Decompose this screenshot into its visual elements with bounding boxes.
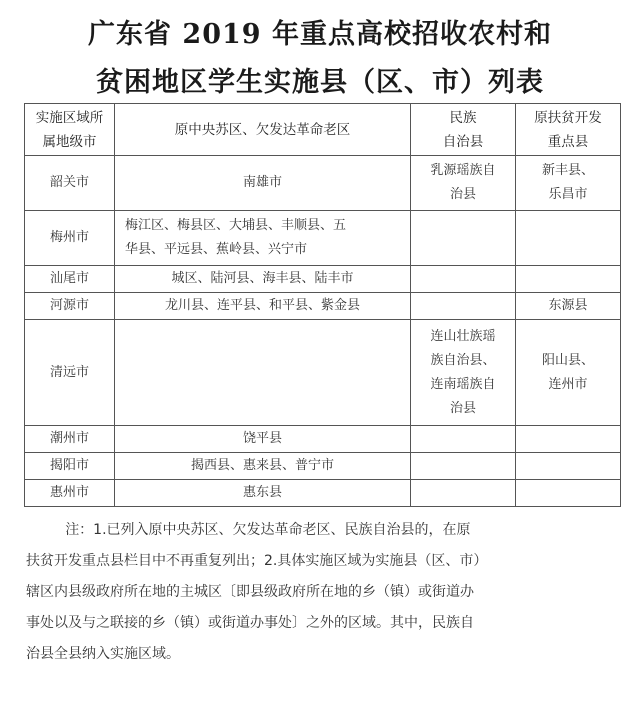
poverty-line: 连州市 <box>548 376 588 392</box>
footnote-line-5: 治县全县纳入实施区域。 <box>26 646 180 662</box>
ethnic-cell <box>411 293 516 320</box>
soviet-cell <box>115 266 411 293</box>
soviet-cell <box>115 156 411 211</box>
soviet-line: 华县、平远县、蕉岭县、兴宁市 <box>125 242 308 257</box>
poverty-cell <box>516 156 621 211</box>
poverty-cell <box>516 293 621 320</box>
header-poverty-line-1: 原扶贫开发 <box>534 109 602 126</box>
poverty-line: 东源县 <box>548 298 588 313</box>
table-row <box>25 426 621 453</box>
city-cell: 惠州市 <box>25 480 115 507</box>
soviet-line: 梅江区、梅县区、大埔县、丰顺县、五 <box>125 218 347 233</box>
soviet-cell <box>115 480 411 507</box>
header-poverty-county <box>516 104 621 156</box>
table-row <box>25 453 621 480</box>
soviet-line: 龙川县、连平县、和平县、紫金县 <box>164 298 360 313</box>
ethnic-line: 治县 <box>449 400 476 416</box>
city-cell: 河源市 <box>25 293 115 320</box>
ethnic-line: 连南瑶族自 <box>430 376 496 392</box>
ethnic-cell <box>411 156 516 211</box>
ethnic-cell <box>411 211 516 266</box>
poverty-cell <box>516 426 621 453</box>
city-cell: 潮州市 <box>25 426 115 453</box>
header-ethnic-county <box>411 104 516 156</box>
header-soviet-region: 原中央苏区、欠发达革命老区 <box>115 104 411 156</box>
table-row <box>25 156 621 211</box>
table-row <box>25 211 621 266</box>
table-footnote <box>26 515 618 670</box>
page-title-line-2: 贫困地区学生实施县（区、市）列表 <box>96 67 544 98</box>
soviet-line: 揭西县、惠来县、普宁市 <box>190 458 334 473</box>
soviet-line: 南雄市 <box>242 175 282 190</box>
ethnic-cell <box>411 453 516 480</box>
table-row <box>25 293 621 320</box>
soviet-cell <box>115 426 411 453</box>
poverty-line: 乐昌市 <box>548 187 588 202</box>
poverty-line: 阳山县、 <box>541 352 594 368</box>
soviet-line: 城区、陆河县、海丰县、陆丰市 <box>171 271 354 286</box>
header-city-line-2: 属地级市 <box>42 133 97 150</box>
table-row <box>25 320 621 426</box>
soviet-cell <box>115 453 411 480</box>
ethnic-cell <box>411 426 516 453</box>
header-ethnic-line-2: 自治县 <box>442 133 484 150</box>
poverty-cell <box>516 480 621 507</box>
header-ethnic-line-1: 民族 <box>449 109 477 126</box>
ethnic-line: 族自治县、 <box>430 352 496 368</box>
header-city <box>25 104 115 156</box>
footnote-line-3: 辖区内县级政府所在地的主城区〔即县级政府所在地的乡（镇）或街道办 <box>26 584 474 600</box>
implementation-county-table <box>24 103 621 507</box>
footnote-line-2: 扶贫开发重点县栏目中不再重复列出；2.具体实施区域为实施县（区、市） <box>26 553 488 569</box>
ethnic-line: 连山壮族瑶 <box>430 328 496 344</box>
soviet-cell <box>115 293 411 320</box>
poverty-line: 新丰县、 <box>541 163 594 178</box>
soviet-cell <box>115 320 411 426</box>
soviet-line: 惠东县 <box>242 485 282 500</box>
header-city-line-1: 实施区域所 <box>35 109 104 126</box>
city-cell: 清远市 <box>25 320 115 426</box>
header-poverty-line-2: 重点县 <box>547 133 589 150</box>
ethnic-cell <box>411 480 516 507</box>
poverty-cell <box>516 266 621 293</box>
soviet-line: 饶平县 <box>242 431 282 446</box>
poverty-cell <box>516 211 621 266</box>
footnote-line-1: 注：1.已列入原中央苏区、欠发达革命老区、民族自治县的，在原 <box>65 522 471 538</box>
table-row <box>25 480 621 507</box>
soviet-cell <box>115 211 411 266</box>
ethnic-cell <box>411 266 516 293</box>
table-header-row <box>25 104 621 156</box>
poverty-cell <box>516 453 621 480</box>
city-cell: 韶关市 <box>25 156 115 211</box>
city-cell: 梅州市 <box>25 211 115 266</box>
poverty-cell <box>516 320 621 426</box>
ethnic-line: 治县 <box>449 187 476 202</box>
ethnic-cell <box>411 320 516 426</box>
ethnic-line: 乳源瑶族自 <box>430 163 496 178</box>
table-row <box>25 266 621 293</box>
city-cell: 揭阳市 <box>25 453 115 480</box>
page-title-line-1: 广东省 2019 年重点高校招收农村和 <box>88 19 552 50</box>
city-cell: 汕尾市 <box>25 266 115 293</box>
footnote-line-4: 事处以及与之联接的乡（镇）或街道办事处〕之外的区域。其中，民族自 <box>26 615 474 631</box>
